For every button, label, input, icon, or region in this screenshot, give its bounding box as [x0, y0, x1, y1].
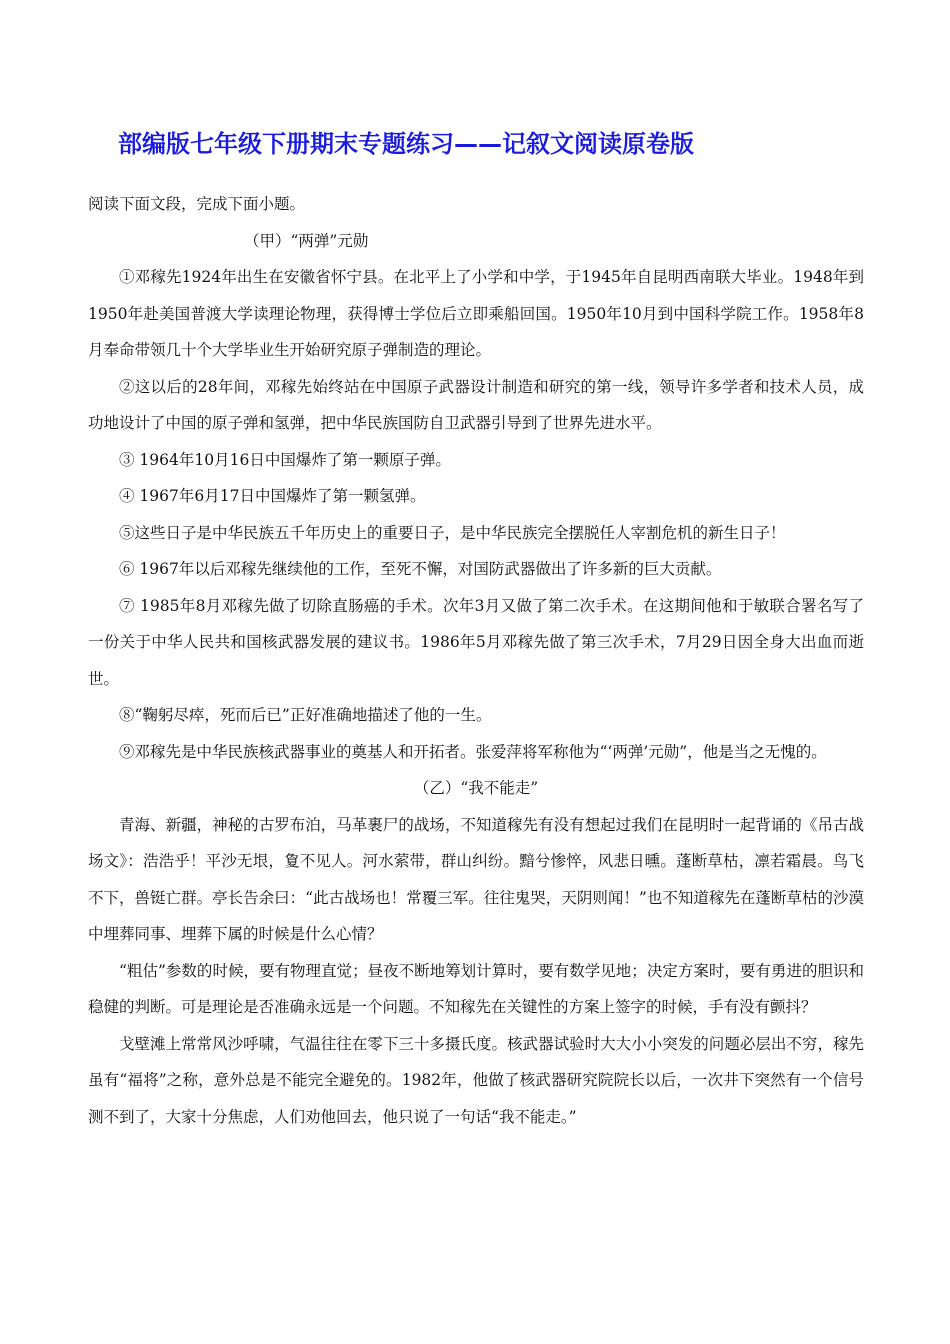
section-a-heading: （甲）“两弹”元勋: [244, 231, 369, 250]
paragraph: 青海、新疆，神秘的古罗布泊，马革裹尸的战场，不知道稼先有没有想起过我们在昆明时一起背诵的《吊古战场文》：浩浩乎！平沙无垠，夐不见人。河水萦带，群山纠纷。黯兮惨悴，风悲日曛。蓬断草枯，凛若霜晨。鸟飞不下，兽铤亡群。亭长告余曰：“此古战场也！常覆三军。往往鬼哭，天阴则闻！”也不知道稼先在蓬断草枯的沙漠中埋葬同事、埋葬下属的时候是什么心情？: [88, 815, 864, 943]
paragraph: ⑨邓稼先是中华民族核武器事业的奠基人和开拓者。张爱萍将军称他为“‘两弹’元勋”，他是当之无愧的。: [119, 742, 827, 761]
paragraph: 戈壁滩上常常风沙呼啸，气温往往在零下三十多摄氏度。核武器试验时大大小小突发的问题必层出不穷，稼先虽有“福将”之称，意外总是不能完全避免的。1982年，他做了核武器研究院院长以后，一次井下突然有一个信号测不到了，大家十分焦虑，人们劝他回去，他只说了一句话“我不能走。”: [88, 1034, 864, 1126]
paragraph: ⑤这些日子是中华民族五千年历史上的重要日子，是中华民族完全摆脱任人宰割危机的新生日子！: [119, 523, 786, 542]
section-b-heading: （乙）“我不能走”: [413, 779, 539, 797]
document-title: 部编版七年级下册期末专题练习——记叙文阅读原卷版: [118, 130, 694, 158]
document-body: [88, 186, 864, 1135]
paragraph: ⑧“鞠躬尽瘁，死而后已”正好准确地描述了他的一生。: [119, 706, 492, 724]
paragraph: “粗估”参数的时候，要有物理直觉；昼夜不断地筹划计算时，要有数学见地；决定方案时，要有勇进的胆识和稳健的判断。可是理论是否准确永远是一个问题。不知稼先在关键性的方案上签字的时候，手有没有颤抖？: [88, 961, 864, 1016]
paragraph: ⑦ 1985年8月邓稼先做了切除直肠癌的手术。次年3月又做了第二次手术。在这期间他和于敏联合署名写了一份关于中华人民共和国核武器发展的建议书。1986年5月邓稼先做了第三次手术，7月29日因全身大出血而逝世。: [88, 596, 864, 688]
instruction-text: 阅读下面文段，完成下面小题。: [88, 195, 306, 213]
paragraph: ②这以后的28年间，邓稼先始终站在中国原子武器设计制造和研究的第一线，领导许多学者和技术人员，成功地设计了中国的原子弹和氢弹，把中华民族国防自卫武器引导到了世界先进水平。: [88, 377, 864, 432]
paragraph: ①邓稼先1924年出生在安徽省怀宁县。在北平上了小学和中学，于1945年自昆明西南联大毕业。1948年到1950年赴美国普渡大学读理论物理，获得博士学位后立即乘船回国。1950年10月到中国科学院工作。1958年8月奉命带领几十个大学毕业生开始研究原子弹制造的理论。: [88, 268, 864, 359]
paragraph: ⑥ 1967年以后邓稼先继续他的工作，至死不懈，对国防武器做出了许多新的巨大贡献。: [119, 560, 722, 578]
paragraph: ③ 1964年10月16日中国爆炸了第一颗原子弹。: [119, 450, 451, 469]
paragraph: ④ 1967年6月17日中国爆炸了第一颗氢弹。: [119, 487, 426, 505]
